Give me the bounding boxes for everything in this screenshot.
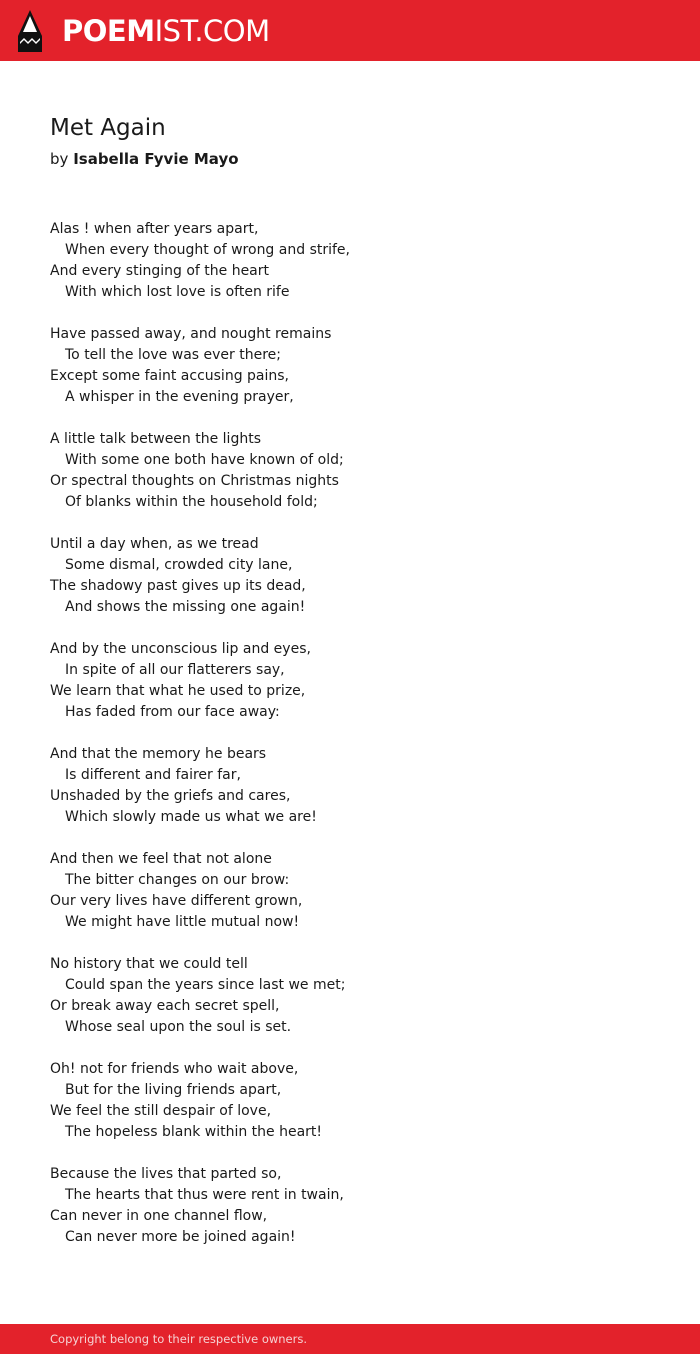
poem-line: Which slowly made us what we are!	[65, 809, 317, 825]
poem-line: A little talk between the lights	[50, 431, 261, 447]
poem-line: Unshaded by the griefs and cares,	[50, 788, 291, 804]
poem-line: Because the lives that parted so,	[50, 1166, 282, 1182]
poem-line: Can never more be joined again!	[65, 1229, 296, 1245]
copyright-text: Copyright belong to their respective owners.	[50, 1332, 308, 1346]
poem-line: Or break away each secret spell,	[50, 998, 280, 1014]
poem-line: With some one both have known of old;	[65, 452, 344, 468]
poem-line: And then we feel that not alone	[50, 851, 272, 867]
stanza	[50, 1059, 670, 1143]
poem-line: Whose seal upon the soul is set.	[65, 1019, 292, 1035]
poem-line: A whisper in the evening prayer,	[65, 389, 294, 405]
stanza	[50, 534, 670, 618]
poem-line: And every stinging of the heart	[50, 263, 270, 279]
stanza	[50, 744, 670, 828]
stanza	[50, 219, 670, 303]
poem-line: And that the memory he bears	[50, 746, 267, 762]
poem-line: The bitter changes on our brow:	[65, 872, 290, 888]
poem-line: Except some faint accusing pains,	[50, 368, 290, 384]
byline	[50, 150, 239, 168]
poem-line: Or spectral thoughts on Christmas nights	[50, 473, 339, 489]
stanza	[50, 324, 670, 408]
poem-line: And by the unconscious lip and eyes,	[50, 641, 311, 657]
poem-line: The shadowy past gives up its dead,	[50, 578, 306, 594]
stanza	[50, 1164, 670, 1248]
poem-line: Has faded from our face away:	[65, 704, 280, 720]
poem-line: We might have little mutual now!	[65, 914, 300, 930]
poem-line: And shows the missing one again!	[65, 599, 306, 615]
poem-line: Oh! not for friends who wait above,	[50, 1061, 299, 1077]
poem-line: No history that we could tell	[50, 956, 248, 972]
author-name: Isabella Fyvie Mayo	[73, 150, 239, 168]
poem-line: To tell the love was ever there;	[65, 347, 281, 363]
stanza	[50, 639, 670, 723]
poem-title: Met Again	[50, 115, 166, 141]
by-label: by	[50, 150, 69, 168]
brand-bold: POEM	[62, 14, 155, 48]
poem-line: We learn that what he used to prize,	[50, 683, 306, 699]
poem-line: Have passed away, and nought remains	[50, 326, 332, 342]
poem-line: Until a day when, as we tread	[50, 536, 259, 552]
stanza	[50, 849, 670, 933]
poem-line: Could span the years since last we met;	[65, 977, 346, 993]
poem-line: The hearts that thus were rent in twain,	[65, 1187, 344, 1203]
poem-line: When every thought of wrong and strife,	[65, 242, 350, 258]
pencil-logo-icon[interactable]	[18, 10, 42, 52]
poem-line: But for the living friends apart,	[65, 1082, 282, 1098]
site-footer	[0, 1324, 700, 1354]
poem-line: We feel the still despair of love,	[50, 1103, 272, 1119]
site-logo-text[interactable]	[62, 11, 270, 51]
poem-line: Our very lives have different grown,	[50, 893, 303, 909]
poem-line: In spite of all our flatterers say,	[65, 662, 285, 678]
poem-line: Some dismal, crowded city lane,	[65, 557, 293, 573]
poem-line: With which lost love is often rife	[65, 284, 290, 300]
stanza	[50, 429, 670, 513]
site-header	[0, 0, 700, 61]
poem-line: Of blanks within the household fold;	[65, 494, 318, 510]
poem-line: Is different and fairer far,	[65, 767, 241, 783]
poem-line: Alas ! when after years apart,	[50, 221, 259, 237]
poem-line: The hopeless blank within the heart!	[65, 1124, 323, 1140]
brand-light: IST.COM	[154, 14, 270, 48]
poem-body	[50, 219, 670, 1269]
poem-line: Can never in one channel flow,	[50, 1208, 268, 1224]
stanza	[50, 954, 670, 1038]
